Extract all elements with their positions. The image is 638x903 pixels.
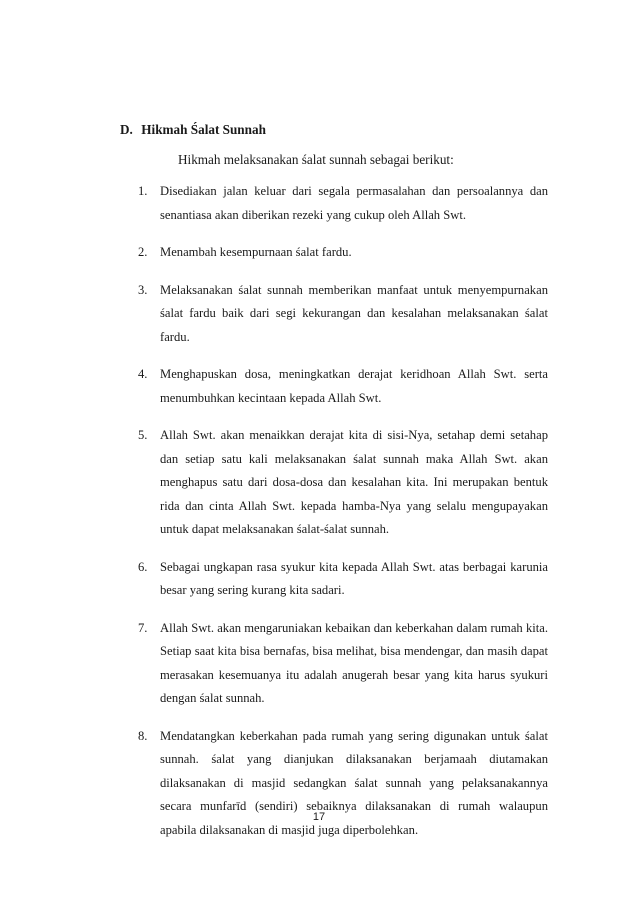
list-item-number: 3.	[138, 282, 148, 297]
list-item-text: Allah Swt. akan menaikkan derajat kita di sisi-Nya, setahap demi setahap dan setiap satu kali melaksanakan śalat sunnah maka Allah Swt. akan menghapus satu dari dosa-dosa dan kesalahan kita. Ini merupakan bentuk rida dan cinta Allah Swt. kepada hamba-Nya yang selalu mengupayakan untuk dapat melaksanakan śalat-śalat sunnah.	[160, 428, 548, 536]
list-item	[138, 363, 548, 410]
list-item	[138, 424, 548, 542]
list-item	[138, 556, 548, 603]
intro-paragraph: Hikmah melaksanakan śalat sunnah sebagai berikut:	[178, 152, 454, 167]
section-letter: D.	[120, 122, 133, 137]
list-item-number: 2.	[138, 245, 148, 259]
list-item	[138, 725, 548, 843]
list-item-text: Mendatangkan keberkahan pada rumah yang sering digunakan untuk śalat sunnah. śalat yang dianjukan dilaksanakan berjamaah diutamakan dilaksanakan di masjid sedangkan śalat sunnah yang pelaksanakannya secara munfarīd (sendiri) sebaiknya dilaksanakan di rumah walaupun apabila dilaksanakan di masjid juga diperbolehkan.	[160, 728, 548, 837]
list-item-text: Disediakan jalan keluar dari segala permasalahan dan persoalannya dan senantiasa akan diberikan rezeki yang cukup oleh Allah Swt.	[160, 184, 548, 222]
list-item-text: Melaksanakan śalat sunnah memberikan manfaat untuk menyempurnakan śalat fardu baik dari segi kekurangan dan kesalahan melaksanakan śalat fardu.	[160, 282, 548, 344]
list-item-number: 7.	[138, 620, 148, 635]
list-item-number: 1.	[138, 184, 148, 198]
list-item	[138, 279, 548, 350]
list-item-text: Sebagai ungkapan rasa syukur kita kepada Allah Swt. atas berbagai karunia besar yang sering kurang kita sadari.	[160, 559, 548, 597]
hikmah-list	[138, 180, 548, 856]
list-item	[138, 180, 548, 227]
list-item-number: 6.	[138, 559, 148, 574]
list-item-number: 8.	[138, 728, 148, 743]
list-item	[138, 617, 548, 711]
list-item-text: Menambah kesempurnaan śalat fardu.	[160, 245, 352, 259]
list-item-text: Menghapuskan dosa, meningkatkan derajat keridhoan Allah Swt. serta menumbuhkan kecintaan kepada Allah Swt.	[160, 367, 548, 405]
list-item	[138, 241, 548, 265]
page-number: 17	[312, 811, 326, 823]
section-title: Hikmah Śalat Sunnah	[141, 122, 266, 137]
list-item-number: 5.	[138, 428, 148, 442]
list-item-text: Allah Swt. akan mengaruniakan kebaikan dan keberkahan dalam rumah kita. Setiap saat kita bisa bernafas, bisa melihat, bisa mendengar, dan masih dapat merasakan kesemuanya itu adalah anugerah besar yang kita harus syukuri dengan śalat sunnah.	[160, 620, 548, 705]
list-item-number: 4.	[138, 367, 148, 381]
section-heading	[120, 120, 266, 140]
